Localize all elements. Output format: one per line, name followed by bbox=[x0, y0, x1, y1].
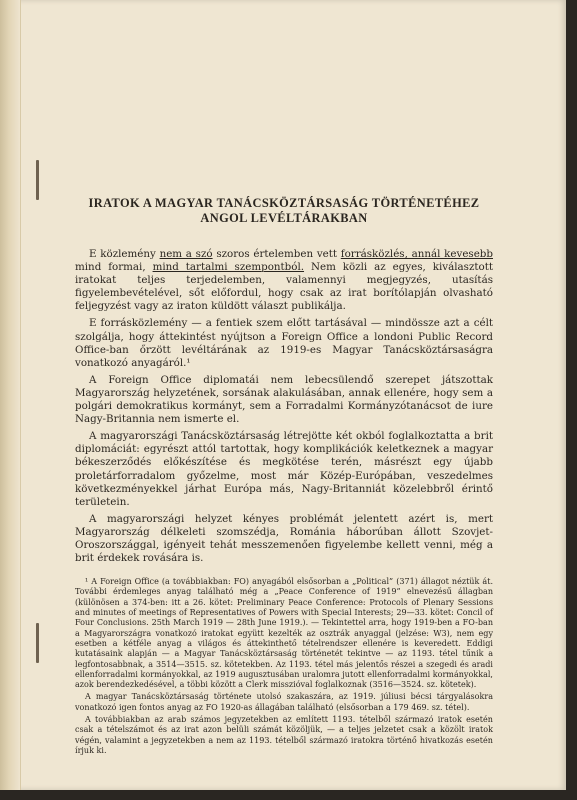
footnote-1-continued-b: A továbbiakban az arab számos jegyzetekben az említett 1193. tételből származó iratok esetén csak a tételszámot és az irat azon belüli számát közöljük, — a teljes jelzetet csak a közölt iratok végén, valamint a jegyzetekben a nem az 1193. tételből származó iratokra történő hivatkozás esetén írjuk ki. bbox=[75, 715, 493, 755]
underlined-phrase: nem a szó bbox=[159, 248, 213, 260]
paragraph-4: A magyarországi Tanácsköztársaság létrejötte két okból foglalkoztatta a brit diplomáciát: egyrészt attól tartottak, hogy komplikációk keletkeznek a magyar békeszerződés előkészítése és megkötése terén, másrészt egy újabb proletárforradalom győzelme, most már Közép-Európában, veszedelmes következményekkel járhat Európa más, Nagy-Britanniát közelebbről érintő területein. bbox=[75, 430, 493, 508]
staple-top bbox=[36, 160, 39, 200]
title-line-2: ANGOL LEVÉLTÁRAKBAN bbox=[200, 211, 368, 225]
footnote-1-continued-a: A magyar Tanácsköztársaság története utolsó szakaszára, az 1919. júliusi bécsi tárgyalásokra vonatkozó igen fontos anyag az FO 1920-as állagában található (elsősorban a 179 469. sz. tétel). bbox=[75, 692, 493, 712]
paragraph-5: A magyarországi helyzet kényes problémát jelentett azért is, mert Magyarország délkeleti szomszédja, Románia háborúban állott Szovjet-Oroszországgal, igényeit tehát messzemenően figyelembe kellett venni, még a brit érdekek rovására is. bbox=[75, 512, 493, 565]
underlined-phrase: mind tartalmi szempontból. bbox=[152, 261, 305, 274]
body-text bbox=[75, 248, 493, 565]
document-title bbox=[75, 196, 493, 226]
paragraph-1: E közlemény nem a szó szoros értelemben vett forrásközlés, annál kevesebb mind formai, mind tartalmi szempontból. Nem közli az egyes, kiválasztott iratokat teljes terjedelemben, valamennyi megjegyzés, utasítás figyelembevételével, sőt előfordul, hogy csak az irat borítólapján olvasható feljegyzést vagy az iraton küldött választ publikálja. bbox=[75, 248, 493, 313]
paragraph-3: A Foreign Office diplomatái nem lebecsülendő szerepet játszottak Magyarország helyzetének, sorsának alakulásában, annak ellenére, hogy sem a polgári demokratikus kormányt, sem a Forradalmi Kormányzótanácsot de iure Nagy-Britannia nem ismerte el. bbox=[75, 373, 493, 426]
binding-edge bbox=[0, 0, 21, 790]
document-content bbox=[75, 196, 493, 758]
footnotes bbox=[75, 577, 493, 756]
title-line-1: IRATOK A MAGYAR TANÁCSKÖZTÁRSASÁG TÖRTÉNETÉHEZ bbox=[88, 196, 480, 210]
underlined-phrase: forrásközlés, annál kevesebb bbox=[340, 248, 493, 260]
paragraph-2: E forrásközlemény — a fentiek szem előtt tartásával — mindössze azt a célt szolgálja, hogy áttekintést nyújtson a Foreign Office a londoni Public Record Office-ban őrzött levéltárának az 1919-es Magyar Tanácsköztársaságra vonatkozó anyagáról.¹ bbox=[75, 317, 493, 369]
staple-bottom bbox=[36, 623, 39, 663]
footnote-1: ¹ A Foreign Office (a továbbiakban: FO) anyagából elsősorban a „Political” (371) állagot néztük át. További érdemleges anyag található még a „Peace Conference of 1919” elnevezésű állagban (különösen a 374-ben: itt a 26. kötet: Preliminary Peace Conference: Protocols of Plenary Sessions and minutes of meetings of Representatives of Powers with Special Interests; 29—33. kötet: Concil of Four Conclusions. 25th March 1919 — 28th June 1919.). — Tekintettel arra, hogy 1919-ben a FO-ban a Magyarországra vonatkozó iratokat együtt kezelték az osztrák anyaggal (jelzése: W3), nem egy esetben a kétféle anyag a világos és áttekinthető tételrendszer ellenére is keveredett. Eddigi kutatásaink alapján — a Magyar Tanácsköztársaság történetét tekintve — az 1193. tétel tűnik a legfontosabbnak, a 3514—3515. sz. kötetekben. Az 1193. tétel más jelentős részei a szegedi és aradi ellenforradalmi kormányokkal, az 1919 augusztusában uralomra jutott ellenforradalmi kormányokkal, azok berendezkedésével, a többi között a Clerk misszióval foglalkoznak (3516—3524. sz. kötetek). bbox=[75, 577, 493, 690]
